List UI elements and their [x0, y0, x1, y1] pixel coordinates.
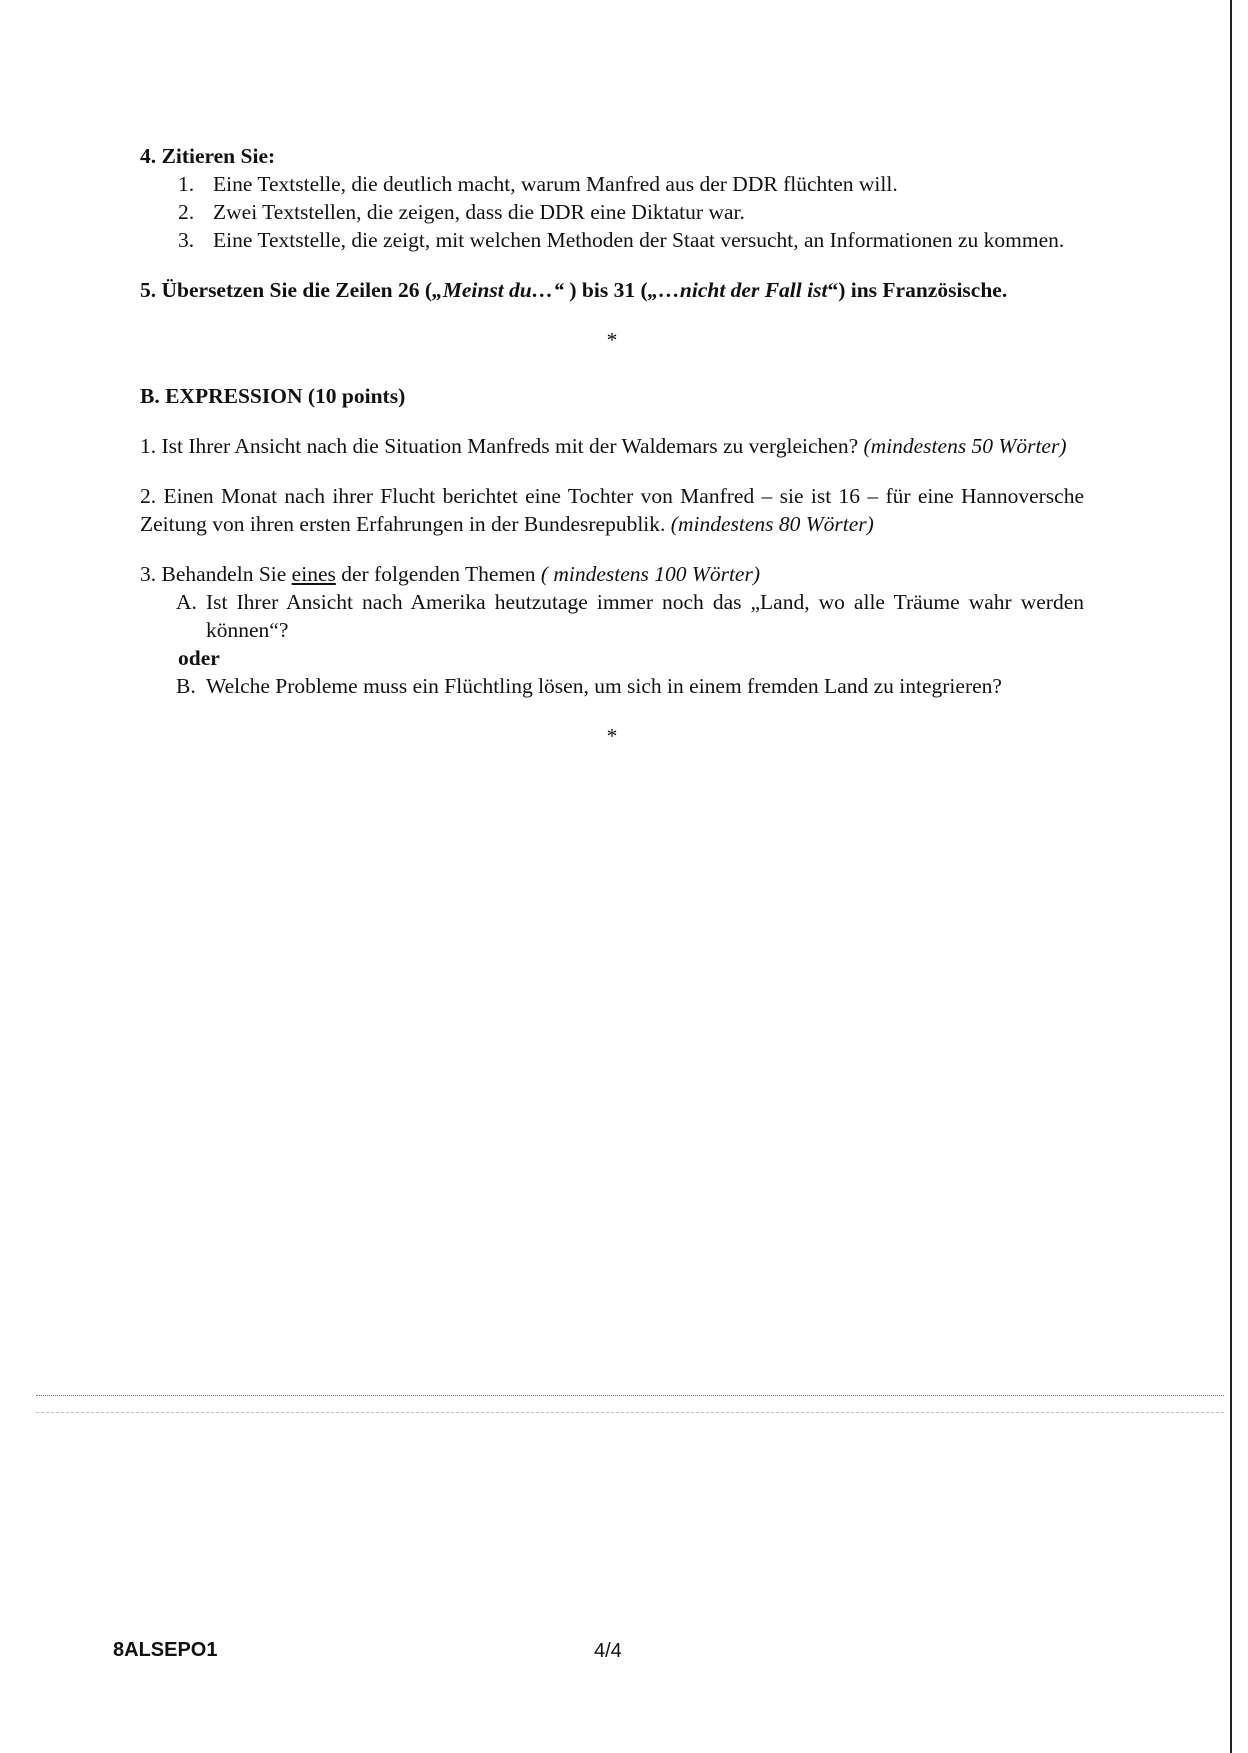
question-4-list [140, 170, 1084, 254]
list-item: 2. Zwei Textstellen, die zeigen, dass die DDR eine Diktatur war. [178, 200, 745, 224]
oder-label: oder [178, 646, 220, 670]
list-item: 3. Eine Textstelle, die zeigt, mit welchen Methoden der Staat versucht, an Informationen zu kommen. [178, 228, 1065, 252]
page-content [140, 142, 1084, 750]
section-separator: * [606, 328, 618, 352]
option-a: A. Ist Ihrer Ansicht nach Amerika heutzutage immer noch das „Land, wo alle Träume wahr werden können“? [176, 590, 1084, 642]
expression-options [140, 588, 1084, 700]
question-4-title: 4. Zitieren Sie: [140, 144, 276, 168]
scan-edge-line [1230, 0, 1232, 1753]
end-separator: * [606, 724, 618, 748]
exam-code: 8ALSEPO1 [113, 1639, 218, 1661]
list-item: 1. Eine Textstelle, die deutlich macht, warum Manfred aus der DDR flüchten will. [178, 172, 898, 196]
expression-question-2: 2. Einen Monat nach ihrer Flucht berichtet eine Tochter von Manfred – sie ist 16 – für eine Hannoversche Zeitung von ihren ersten Erfahrungen in der Bundesrepublik. (mindestens 80 Wörter) [140, 484, 1084, 536]
section-b-title: B. EXPRESSION (10 points) [140, 384, 406, 408]
dotted-rule [36, 1395, 1224, 1396]
expression-question-3: 3. Behandeln Sie eines der folgenden Themen ( mindestens 100 Wörter) [140, 562, 760, 586]
dotted-rule [36, 1412, 1224, 1413]
option-b: B. Welche Probleme muss ein Flüchtling lösen, um sich in einem fremden Land zu integrieren? [176, 674, 1002, 698]
expression-question-1: 1. Ist Ihrer Ansicht nach die Situation Manfreds mit der Waldemars zu vergleichen? (mindestens 50 Wörter) [140, 434, 1067, 458]
page-number: 4/4 [594, 1640, 622, 1662]
question-5: 5. Übersetzen Sie die Zeilen 26 („Meinst du…“ ) bis 31 („…nicht der Fall ist“) ins Französische. [140, 278, 1008, 302]
